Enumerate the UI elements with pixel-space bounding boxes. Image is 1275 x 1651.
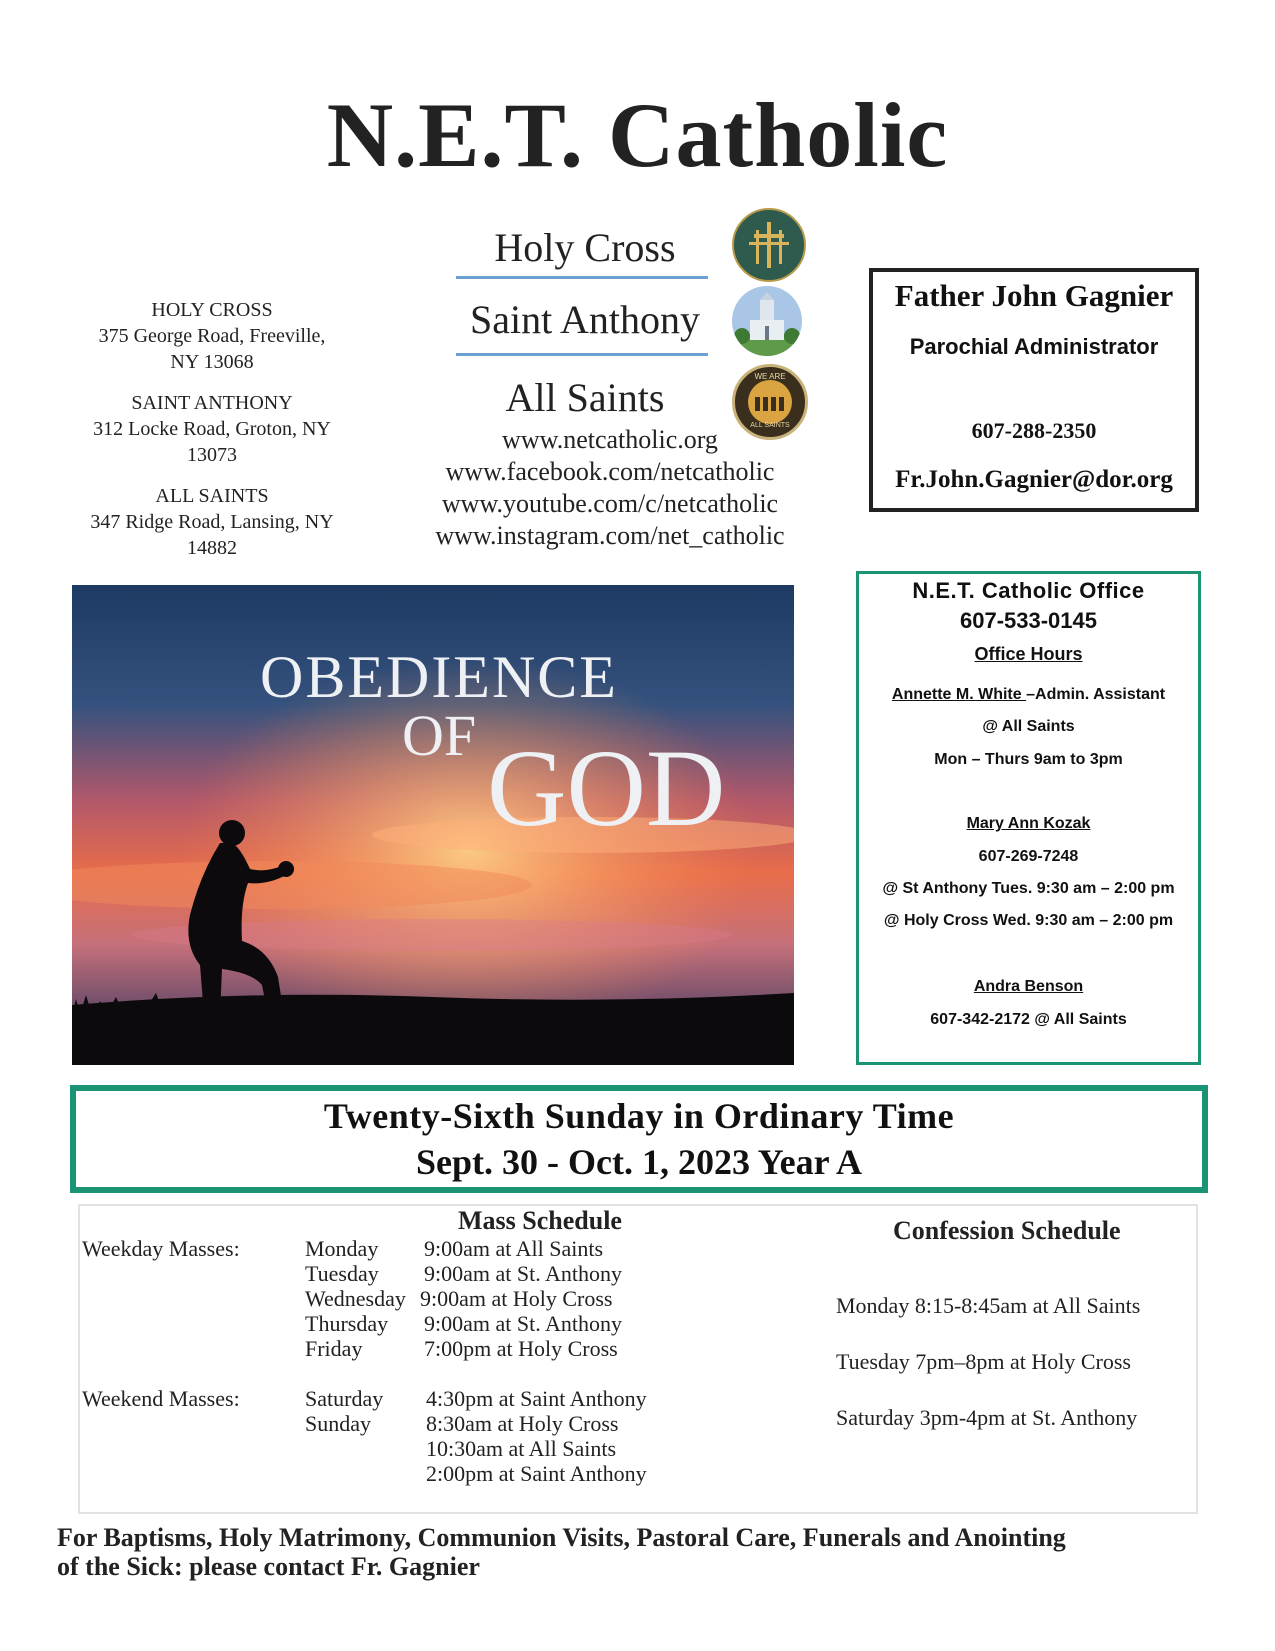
mass-schedule-heading: Mass Schedule [458,1206,622,1235]
mass-time: 4:30pm at Saint Anthony [426,1386,647,1411]
staff-hours: @ St Anthony Tues. 9:30 am – 2:00 pm [882,880,1175,897]
mass-day: Tuesday [305,1261,379,1286]
staff-name: Annette M. White [891,686,1027,703]
staff-mary-ann: Mary Ann Kozak [966,815,1091,832]
footer-line: For Baptisms, Holy Matrimony, Communion Visits, Pastoral Care, Funerals and Anointing [57,1523,1066,1552]
staff-hours: @ Holy Cross Wed. 9:30 am – 2:00 pm [883,912,1174,929]
mass-time: 9:00am at All Saints [424,1236,604,1261]
address-line: 13073 [187,444,237,466]
mass-time: 10:30am at All Saints [426,1436,617,1461]
staff-phone-location: 607-342-2172 @ All Saints [930,1011,1127,1028]
mass-time: 2:00pm at Saint Anthony [426,1461,647,1486]
mass-time: 9:00am at St. Anthony [424,1311,622,1336]
address-line: 347 Ridge Road, Lansing, NY [90,511,334,533]
address-name: SAINT ANTHONY [131,392,293,414]
pastor-phone: 607-288-2350 [971,418,1097,443]
confession-item: Tuesday 7pm–8pm at Holy Cross [836,1349,1131,1374]
parish-divider [456,353,708,356]
logo-text: ALL SAINTS [750,422,790,429]
facebook-link[interactable]: www.facebook.com/netcatholic [445,457,775,486]
mass-time: 9:00am at St. Anthony [424,1261,622,1286]
holy-cross-logo [732,208,806,282]
cross-icon [734,210,804,280]
mass-day: Sunday [305,1411,371,1436]
staff-phone: 607-269-7248 [978,848,1079,865]
pastor-contact-box [869,268,1199,512]
address-saint-anthony [62,390,362,468]
staff-hours: Mon – Thurs 9am to 3pm [934,751,1123,768]
saint-anthony-logo [732,286,802,356]
parish-all-saints: All Saints [505,375,665,420]
hero-text-obedience: OBEDIENCE [260,644,618,710]
office-hours-label: Office Hours [974,644,1083,664]
obedience-of-god-image [72,585,794,1065]
pastor-name: Father John Gagnier [894,278,1174,313]
address-line: NY 13068 [170,351,254,373]
office-info-box [856,571,1201,1065]
youtube-link[interactable]: www.youtube.com/c/netcatholic [441,489,779,518]
masthead-title: N.E.T. Catholic [326,84,949,186]
staff-location: @ All Saints [982,718,1075,735]
mass-time: 9:00am at Holy Cross [420,1286,613,1311]
hero-text-of: OF [402,703,477,768]
pastor-title: Parochial Administrator [909,334,1159,359]
parish-divider [456,276,708,279]
address-holy-cross [62,297,362,375]
mass-day: Friday [305,1336,363,1361]
parish-saint-anthony: Saint Anthony [469,297,701,342]
office-title: N.E.T. Catholic Office [912,578,1145,603]
liturgical-date-box [70,1085,1208,1193]
office-phone: 607-533-0145 [959,608,1097,633]
staff-role: –Admin. Assistant [1026,686,1166,703]
pastor-email[interactable]: Fr.John.Gagnier@dor.org [895,466,1173,493]
weekend-masses-label: Weekend Masses: [82,1386,240,1411]
website-link[interactable]: www.netcatholic.org [502,425,718,454]
address-line: 14882 [187,537,237,559]
address-all-saints [62,483,362,561]
address-name: HOLY CROSS [151,299,273,321]
logo-text: WE ARE [754,372,786,381]
confession-schedule-heading: Confession Schedule [893,1216,1121,1245]
mass-day: Monday [305,1236,379,1261]
sunday-title: Twenty-Sixth Sunday in Ordinary Time [323,1096,955,1136]
instagram-link[interactable]: www.instagram.com/net_catholic [435,521,785,550]
mass-day: Thursday [305,1311,389,1336]
mass-time: 7:00pm at Holy Cross [424,1336,618,1361]
confession-item: Saturday 3pm-4pm at St. Anthony [836,1405,1138,1430]
address-line: 375 George Road, Freeville, [98,325,326,347]
confession-item: Monday 8:15-8:45am at All Saints [836,1293,1141,1318]
staff-andra: Andra Benson [973,978,1084,995]
church-icon [732,286,802,356]
staff-annette [859,686,1198,704]
footer-line: of the Sick: please contact Fr. Gagnier [57,1552,480,1581]
sunday-date: Sept. 30 - Oct. 1, 2023 Year A [416,1142,862,1182]
mass-day: Wednesday [305,1286,406,1311]
parish-holy-cross: Holy Cross [494,225,676,270]
weekday-masses-label: Weekday Masses: [82,1236,240,1261]
address-line: 312 Locke Road, Groton, NY [93,418,331,440]
sunset-kneeling-figure-illustration [72,585,794,1065]
address-name: ALL SAINTS [155,485,269,507]
mass-time: 8:30am at Holy Cross [426,1411,619,1436]
mass-day: Saturday [305,1386,384,1411]
hero-text-god: GOD [487,727,726,849]
sacraments-contact-note [57,1523,1237,1581]
